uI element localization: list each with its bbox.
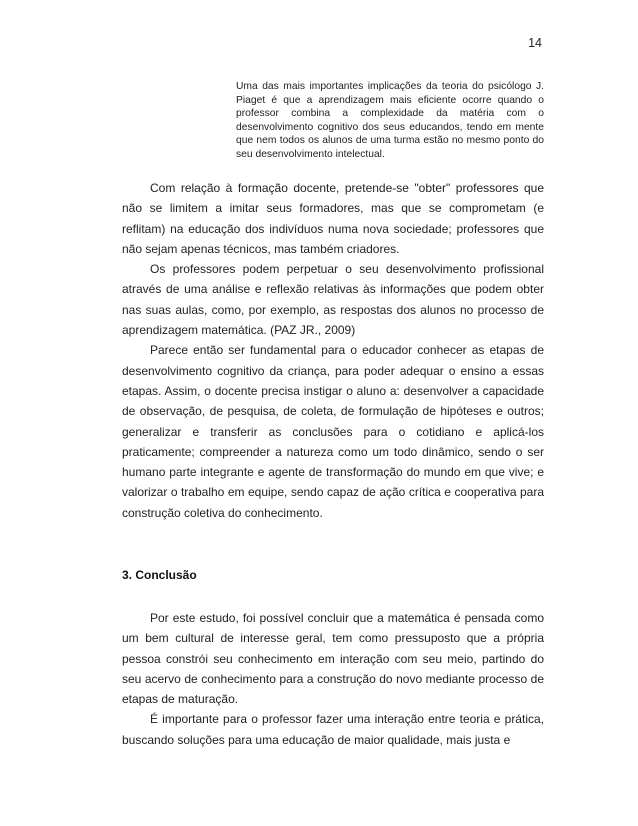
paragraph: Com relação à formação docente, pretende-se "obter" professores que não se limitem a imitar seus formadores, mas que se comprometam (e reflitam) na educação dos indivíduos numa nova sociedade; professores que não sejam apenas técnicos, mas também criadores. — [122, 181, 544, 256]
paragraph: Por este estudo, foi possível concluir que a matemática é pensada como um bem cultural de interesse geral, tem como pressuposto que a própria pessoa constrói seu conhecimento em interação com seu meio, partindo do seu acervo de conhecimento para a construção do novo mediante processo de etapas de maturação. — [122, 611, 544, 707]
block-quote: Uma das mais importantes implicações da teoria do psicólogo J. Piaget é que a aprendizagem mais eficiente ocorre quando o professor combina a complexidade da matéria com o desenvolvimento cognitivo dos seus educandos, tendo em mente que nem todos os alunos de uma turma estão no mesmo ponto do seu desenvolvimento intelectual. — [236, 81, 544, 160]
paragraph: Os professores podem perpetuar o seu desenvolvimento profissional através de uma análise e reflexão relativas às informações que podem obter nas suas aulas, como, por exemplo, as respostas dos alunos no processo de aprendizagem matemática. (PAZ JR., 2009) — [122, 262, 544, 338]
conclusion-section — [122, 608, 544, 750]
page-number: 14 — [528, 36, 542, 50]
section-heading: 3. Conclusão — [122, 568, 197, 582]
paragraph: Parece então ser fundamental para o educador conhecer as etapas de desenvolvimento cognitivo da criança, para poder adequar o ensino a essas etapas. Assim, o docente precisa instigar o aluno a: desenvolver a capacidade de observação, de pesquisa, de coleta, de formulação de hipóteses e outros; generalizar e transferir as conclusões para o cotidiano e aplicá-los praticamente; compreender a natureza como um todo dinâmico, sendo o ser humano parte integrante e agente de transformação do mundo em que vive; e valorizar o trabalho em equipe, sendo capaz de ação crítica e cooperativa para construção coletiva do conhecimento. — [122, 343, 544, 520]
body-section — [122, 178, 544, 523]
paragraph: É importante para o professor fazer uma interação entre teoria e prática, buscando soluções para uma educação de maior qualidade, mais justa e — [122, 712, 544, 747]
